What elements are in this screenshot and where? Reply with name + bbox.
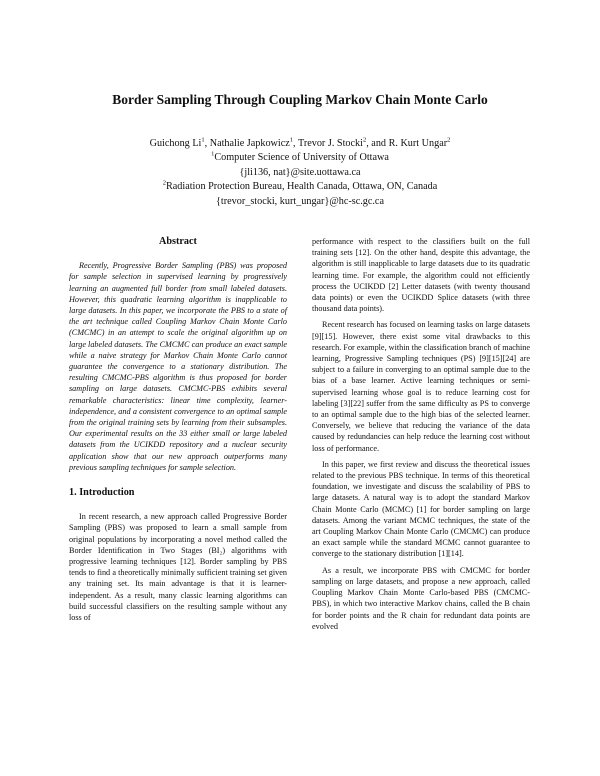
author-separator: ,	[204, 138, 210, 149]
author-name: Trevor J. Stocki	[297, 138, 363, 149]
author-name: Guichong Li	[149, 138, 202, 149]
affiliation-2	[0, 180, 600, 194]
right-column	[312, 236, 530, 637]
intro-paragraph: In recent research, a new approach called Progressive Border Sampling (PBS) was proposed to learn a small sample from original populations by incorporating a novel method called the Border Identification in Two Stages (BI₂) algorithms with progressive learning techniques [12]. Border sampling by PBS tends to find a theoretically minimally sufficient training set given any training set. Its main advantage is that it is learner-independent. As a result, many classic learning algorithms can build successful classifiers on the resulting sample without any loss of	[69, 512, 287, 623]
author-separator: , and	[366, 138, 389, 149]
author-affiliation-mark: 1	[201, 136, 205, 144]
author-affiliation-mark: 2	[362, 136, 367, 144]
author-block	[0, 137, 600, 209]
body-paragraph: In this paper, we first review and discuss the theoretical issues related to the previous PBS technique. In terms of this theoretical foundation, we investigate and discuss the scalability of PBS to large datasets. A natural way is to adopt the standard Markov Chain Monte Carlo (MCMC) [1] for border sampling on large datasets. Among the variant MCMC techniques, the state of the art Coupling Markov Chain Monte Carlo (CMCMC) can produce an exact sample while the standard MCMC cannot guarantee to converge to the stationary distribution [1][14].	[312, 459, 530, 559]
affiliation-mark: 1	[211, 151, 215, 159]
introduction-heading: 1. Introduction	[69, 487, 135, 499]
abstract-text: Recently, Progressive Border Sampling (PBS) was proposed for sample selection in supervised learning by progressively learning an augmented full border from small labeled datasets. However, this quadratic learning algorithm is inapplicable to large datasets. In this paper, we incorporate the PBS to a state of the art technique called Coupling Markov Chain Monte Carlo (CMCMC) in an attempt to scale the original algorithm up on large labeled datasets. The CMCMC can produce an exact sample while a naive strategy for Markov Chain Monte Carlo cannot guarantee the convergence to a stationary distribution. The resulting CMCMC-PBS algorithm is thus proposed for border sampling on large datasets. CMCMC-PBS exhibits several remarkable characteristics: linear time complexity, learner-independence, and a consistent convergence to an optimal sample from the original training sets by learning from their subsamples. Our experimental results on the 33 either small or large labeled datasets from the UCIKDD repository and a nuclear security application show that our new approach outperforms many previous sampling techniques for sample selection.	[69, 261, 287, 472]
abstract-heading: Abstract	[159, 236, 197, 247]
author-separator: ,	[293, 138, 298, 149]
author-affiliation-mark: 2	[447, 136, 451, 144]
body-paragraph: As a result, we incorporate PBS with CMCMC for border sampling on large datasets, and propose a new approach, called Coupling Markov Chain Monte Carlo-based PBS (CMCMC-PBS), in which two interactive Markov chains, called the B chain for border points and the R chain for redundant data points are evolved	[312, 565, 530, 631]
author-name: R. Kurt Ungar	[388, 138, 448, 149]
affiliation-text: Radiation Protection Bureau, Health Canada, Ottawa, ON, Canada	[165, 181, 438, 193]
email-1: {jli136, nat}@site.uottawa.ca	[239, 166, 361, 178]
email-2: {trevor_stocki, kurt_ungar}@hc-sc.gc.ca	[216, 195, 384, 207]
body-paragraph: performance with respect to the classifiers built on the full training sets [12]. On the other hand, despite this advantage, the algorithm is still inapplicable to large datasets due to its quadratic learning time. For example, the algorithm could not efficiently process the UCIKDD [2] Letter datasets (with twenty thousand data points) or even the UCIKDD Splice datasets (with three thousand data points).	[312, 237, 530, 314]
affiliation-1	[0, 151, 600, 165]
affiliation-text: Computer Science of University of Ottawa	[214, 152, 389, 164]
affiliation-mark: 2	[162, 179, 166, 187]
paper-title: Border Sampling Through Coupling Markov Chain Monte Carlo	[112, 92, 488, 107]
left-column	[69, 236, 287, 628]
body-paragraph: Recent research has focused on learning tasks on large datasets [9][15]. However, there exist some vital drawbacks to this research. For example, within the classification branch of machine learning, Progressive Sampling techniques (PS) [9][15][24] are subject to a failure in converging to an optimal sample due to the bias of a base learner. Active learning techniques or semi-supervised learning whose goal is to reduce learning cost for labeling [3][22] suffer from the same difficulty as PS to converge to an optimal sample due to the high bias of the selected learner. Conversely, we believe that reducing the variance of the data caused by redundancies can help reduce the learning cost without loss of performance.	[312, 320, 530, 453]
author-name: Nathalie Japkowicz	[209, 138, 290, 149]
author-affiliation-mark: 1	[289, 136, 294, 144]
author-names	[0, 137, 600, 151]
